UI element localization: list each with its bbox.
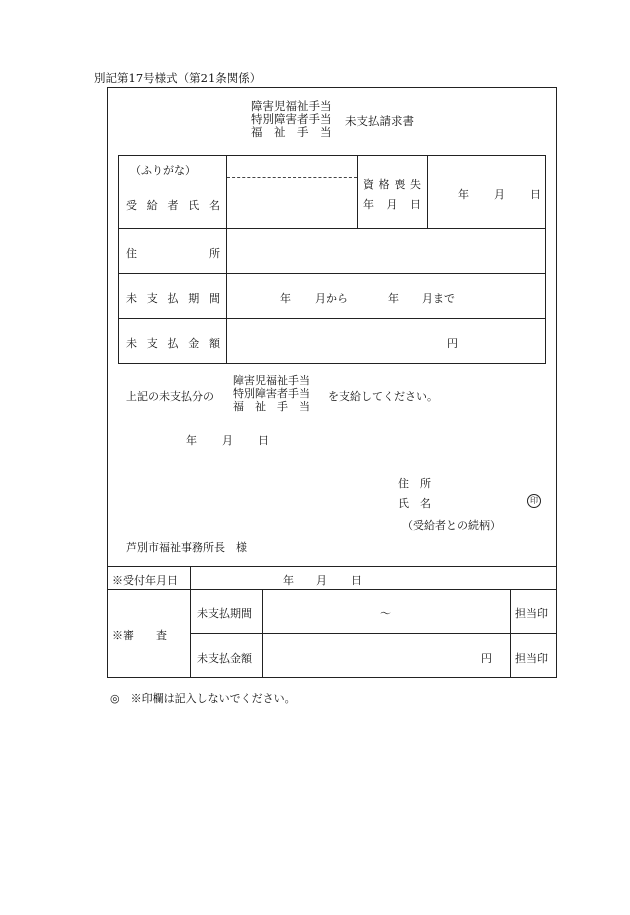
table-divider (427, 155, 428, 228)
received-day: 日 (351, 574, 362, 587)
title-allowance-1: 障害児福祉手当 (251, 99, 332, 113)
office-table-divider (190, 633, 557, 634)
period-from-year: 年 (280, 292, 291, 305)
period-label: 未 支 払 期 間 (126, 292, 220, 305)
furigana-line (227, 177, 357, 178)
title-suffix: 未支払請求書 (345, 114, 414, 128)
office-table-divider (262, 589, 263, 678)
received-year: 年 (283, 574, 294, 587)
table-divider (226, 155, 227, 364)
request-tail: を支給してください。 (328, 390, 438, 403)
claimant-name-label: 氏 名 (398, 497, 431, 510)
received-label: ※受付年月日 (112, 574, 178, 587)
title-allowance-2: 特別障害者手当 (251, 112, 332, 126)
char: 給 (146, 199, 158, 212)
review-period-value: ～ (380, 607, 391, 620)
request-allowance-3: 福 祉 手 当 (233, 400, 310, 413)
received-month: 月 (316, 574, 327, 587)
claimant-address-label: 住 所 (398, 477, 431, 490)
office-table-top (107, 566, 557, 567)
request-allowance-1: 障害児福祉手当 (233, 374, 310, 387)
table-divider (118, 228, 546, 229)
footer-note: ◎ ※印欄は記入しないでください。 (110, 692, 296, 705)
amount-label: 未 支 払 金 額 (126, 337, 220, 350)
char: 氏 (188, 199, 200, 212)
request-allowances (233, 374, 310, 413)
review-amount-unit: 円 (481, 652, 492, 665)
review-label: ※審 査 (112, 629, 167, 642)
table-divider (118, 318, 546, 319)
request-lead: 上記の未支払分の (126, 390, 214, 403)
review-amount-label: 未支払金額 (197, 652, 252, 665)
request-allowance-2: 特別障害者手当 (233, 387, 310, 400)
addressee: 芦別市福祉事務所長 様 (126, 541, 247, 554)
loss-month: 月 (494, 188, 505, 201)
office-table-divider (510, 589, 511, 678)
request-year: 年 (186, 434, 197, 447)
office-table-divider (190, 566, 191, 678)
form-number: 別記第17号様式（第21条関係） (94, 71, 262, 85)
period-to-year: 年 (388, 292, 399, 305)
office-table-divider (107, 589, 557, 590)
request-day: 日 (258, 434, 269, 447)
relation-label: （受給者との続柄） (402, 519, 501, 532)
form-title (251, 100, 332, 139)
char: 受 (126, 199, 137, 212)
review-period-label: 未支払期間 (197, 607, 252, 620)
stamp-label-2: 担当印 (515, 652, 548, 665)
amount-unit: 円 (447, 337, 458, 350)
char: 者 (167, 199, 179, 212)
loss-day: 日 (530, 188, 541, 201)
name-label (126, 197, 220, 213)
seal-mark: 印 (527, 494, 541, 508)
period-from-month: 月から (315, 292, 348, 305)
char: 名 (209, 199, 220, 212)
title-allowance-3: 福 祉 手 当 (251, 125, 332, 139)
loss-date-label-1: 資 格 喪 失 (363, 178, 421, 191)
request-month: 月 (222, 434, 233, 447)
table-divider (357, 155, 358, 228)
table-divider (118, 273, 546, 274)
loss-date-label-2: 年 月 日 (363, 198, 421, 211)
furigana-label: （ふりがな） (130, 164, 196, 177)
address-label: 住 所 (126, 247, 220, 260)
period-to-month: 月まで (422, 292, 455, 305)
stamp-label-1: 担当印 (515, 607, 548, 620)
loss-year: 年 (458, 188, 469, 201)
